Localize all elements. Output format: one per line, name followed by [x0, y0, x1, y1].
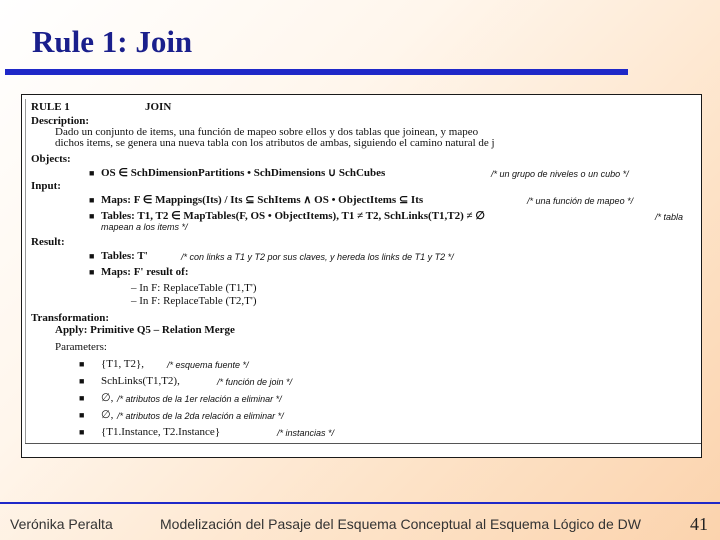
- bullet-icon: ■: [89, 267, 95, 277]
- param-code: {T1, T2},: [101, 358, 145, 370]
- param-code: ∅,: [101, 409, 114, 421]
- param-comment: /* atributos de la 1er relación a eliminar */: [117, 394, 282, 404]
- parameters-label: Parameters:: [55, 341, 107, 353]
- param-comment: /* atributos de la 2da relación a eliminar */: [117, 411, 284, 421]
- objects-comment: /* un grupo de niveles o un cubo */: [491, 169, 629, 179]
- bullet-icon: ■: [79, 376, 85, 386]
- bullet-icon: ■: [79, 359, 85, 369]
- footer-author: Verónika Peralta: [10, 516, 113, 532]
- input-maps-comment: /* una función de mapeo */: [527, 196, 634, 206]
- bullet-icon: ■: [89, 251, 95, 261]
- input-label: Input:: [31, 180, 61, 192]
- rule-name: JOIN: [145, 101, 172, 113]
- description-label: Description:: [31, 115, 90, 127]
- param-comment: /* instancias */: [277, 428, 335, 438]
- input-tables-comment-cont: mapean a los items */: [101, 222, 188, 232]
- param-code: ∅,: [101, 392, 114, 404]
- input-tables-comment: /* tabla: [655, 212, 684, 222]
- rule-content: [27, 99, 702, 444]
- input-maps-code: Maps: F ∈ Mappings(Its) / Its ⊆ SchItems ∧ OS • ObjectItems ⊆ Its: [101, 194, 424, 206]
- footer-divider: [0, 502, 720, 504]
- param-comment: /* esquema fuente */: [167, 360, 249, 370]
- title-underline: [5, 69, 628, 75]
- result-step-2: – In F: ReplaceTable (T2,T'): [131, 295, 257, 307]
- objects-label: Objects:: [31, 153, 71, 165]
- param-code: SchLinks(T1,T2),: [101, 375, 180, 387]
- result-tables-code: Tables: T': [101, 250, 148, 262]
- description-line-2: dichos items, se genera una nueva tabla con los atributos de ambas, siguiendo el camino natural de j: [55, 137, 495, 149]
- bullet-icon: ■: [79, 427, 85, 437]
- figure-left-border: [25, 99, 26, 443]
- bullet-icon: ■: [79, 393, 85, 403]
- slide-title: Rule 1: Join: [32, 24, 193, 59]
- result-tables-comment: /* con links a T1 y T2 por sus claves, y hereda los links de T1 y T2 */: [181, 252, 454, 262]
- result-label: Result:: [31, 236, 65, 248]
- objects-code: OS ∈ SchDimensionPartitions • SchDimensions ∪ SchCubes: [101, 167, 386, 179]
- page-number: 41: [690, 514, 708, 534]
- description-line-1: Dado un conjunto de items, una función de mapeo sobre ellos y dos tablas que joinean, y mapeo: [55, 126, 479, 138]
- input-tables-code: Tables: T1, T2 ∈ MapTables(F, OS • ObjectItems), T1 ≠ T2, SchLinks(T1,T2) ≠ ∅: [101, 210, 485, 222]
- param-comment: /* función de join */: [217, 377, 293, 387]
- apply-line: Apply: Primitive Q5 – Relation Merge: [55, 324, 235, 336]
- footer-subtitle: Modelización del Pasaje del Esquema Conceptual al Esquema Lógico de DW: [160, 516, 641, 532]
- bullet-icon: ■: [89, 195, 95, 205]
- result-step-1: – In F: ReplaceTable (T1,T'): [131, 282, 257, 294]
- figure-bottom-border: [25, 443, 701, 444]
- transformation-label: Transformation:: [31, 312, 110, 324]
- rule-id: RULE 1: [31, 101, 70, 113]
- result-maps-code: Maps: F' result of:: [101, 266, 189, 278]
- bullet-icon: ■: [89, 168, 95, 178]
- param-code: {T1.Instance, T2.Instance}: [101, 426, 221, 438]
- rule-figure: [21, 94, 702, 458]
- bullet-icon: ■: [89, 211, 95, 221]
- bullet-icon: ■: [79, 410, 85, 420]
